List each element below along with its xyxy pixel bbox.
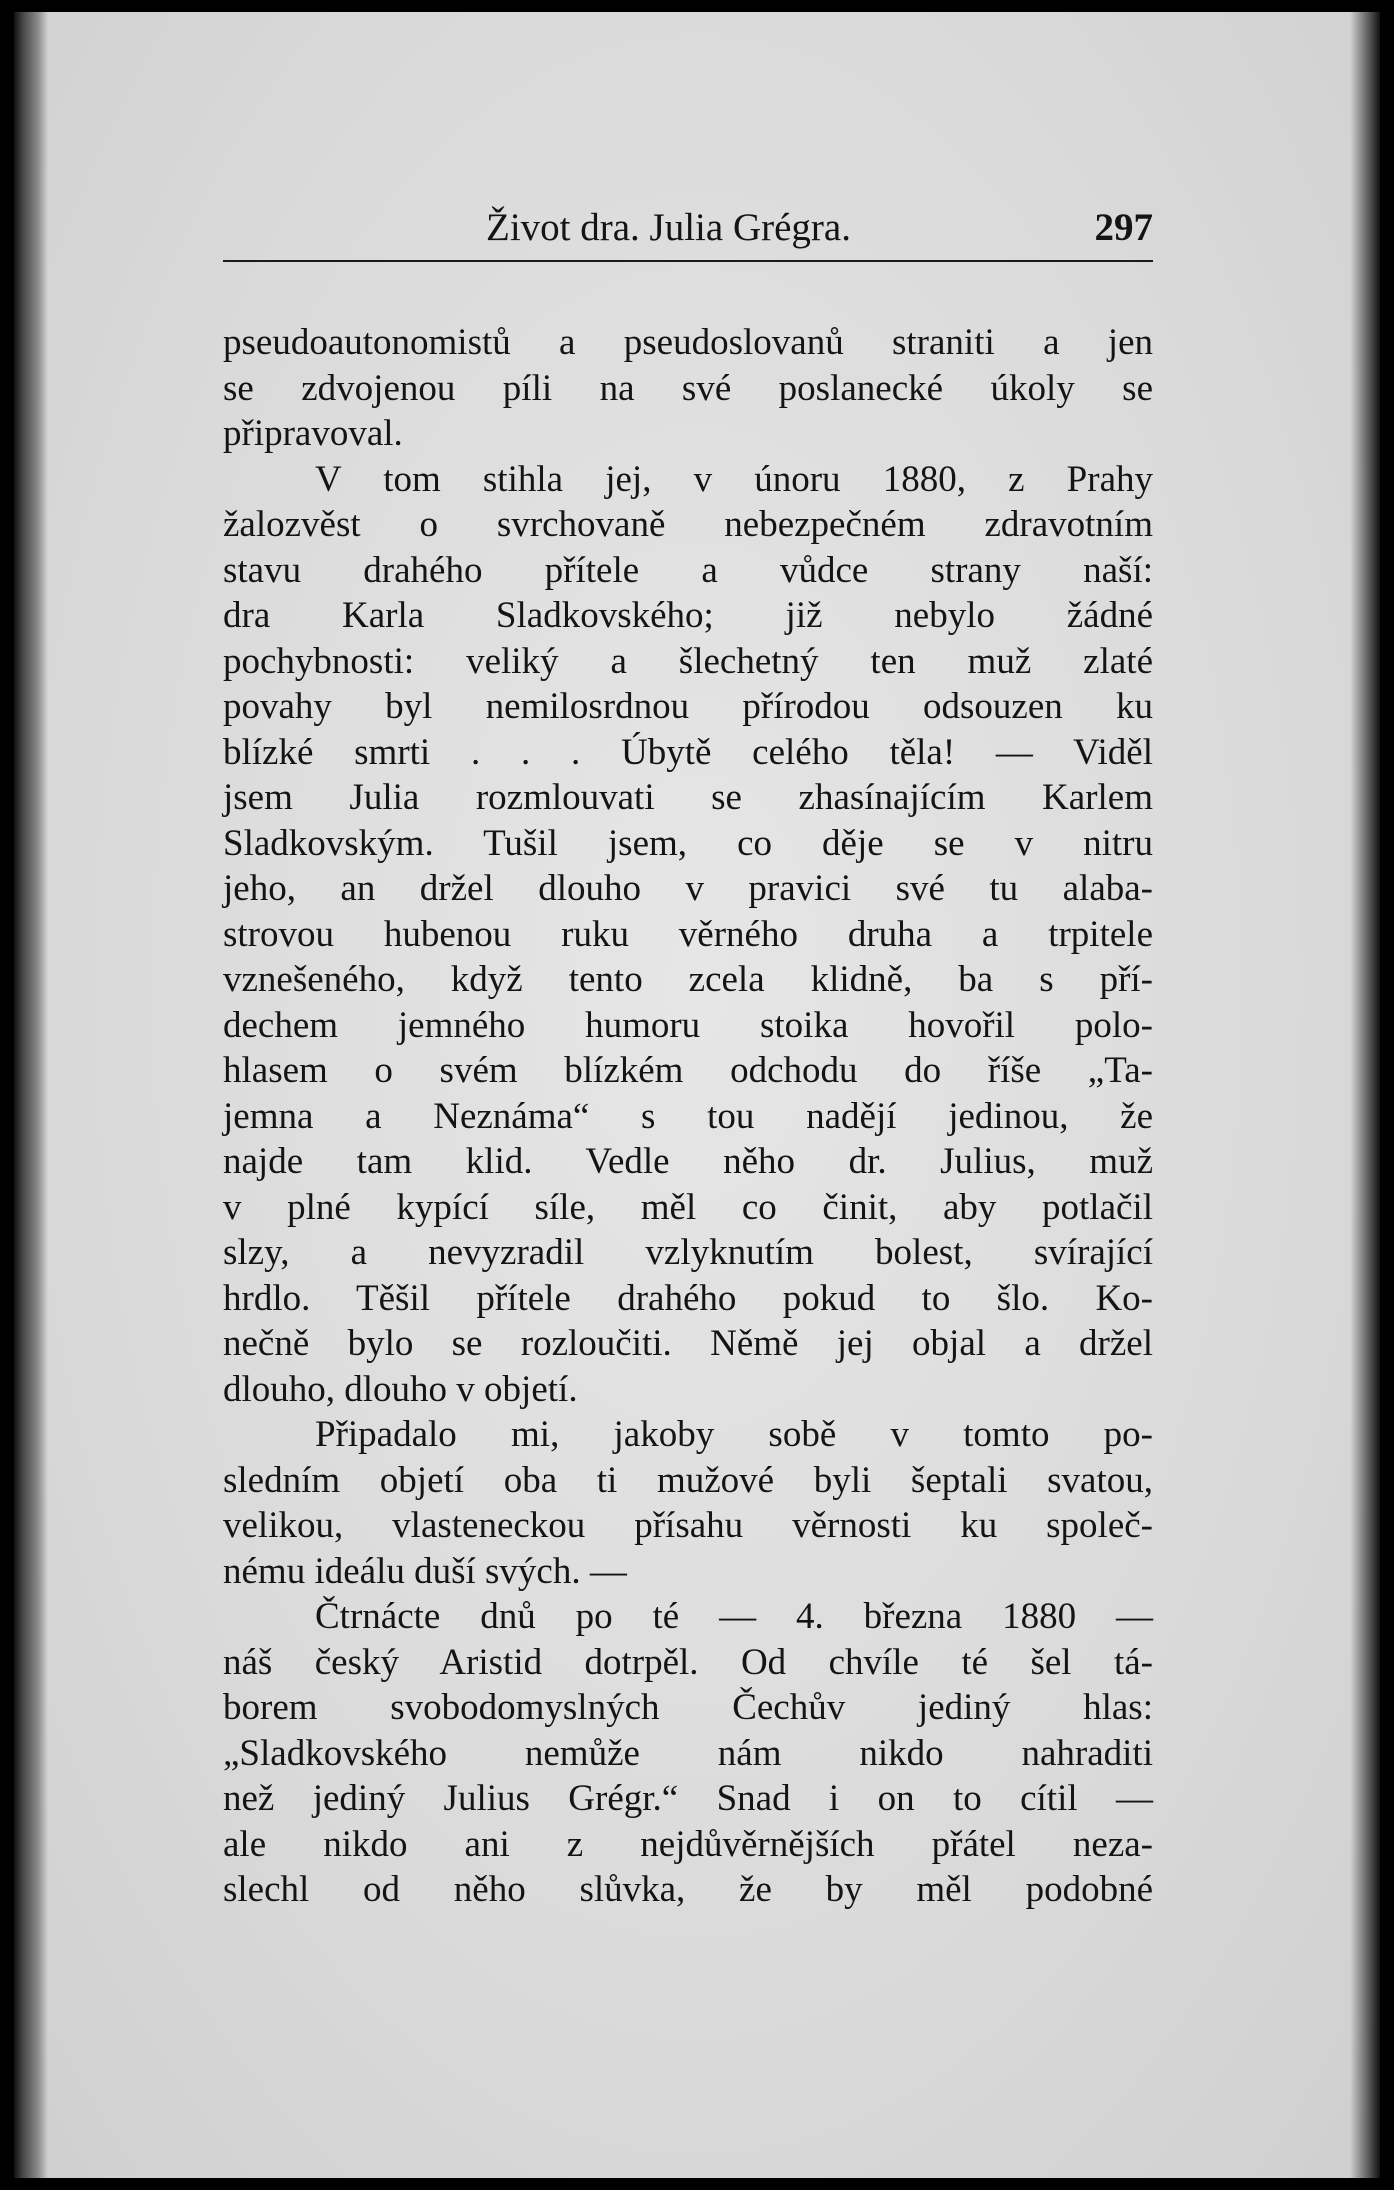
body-text <box>223 320 1153 1913</box>
text-line: sledním objetí oba ti mužové byli šeptali svatou, <box>223 1459 1153 1501</box>
text-line: než jediný Julius Grégr.“ Snad i on to cítil — <box>223 1778 1153 1819</box>
text-line: strovou hubenou ruku věrného druha a trpitele <box>223 913 1153 955</box>
text-line: vznešeného, když tento zcela klidně, ba s pří- <box>223 959 1153 1000</box>
text-line: Připadalo mi, jakoby sobě v tomto po- <box>315 1414 1153 1455</box>
text-line: se zdvojenou píli na své poslanecké úkoly se <box>223 367 1153 409</box>
page-edge-shadow-right <box>1350 12 1380 2178</box>
page-header <box>223 200 1153 262</box>
page-number: 297 <box>1094 206 1153 249</box>
text-line: dlouho, dlouho v objetí. <box>223 1368 578 1410</box>
text-line: žalozvěst o svrchovaně nebezpečném zdravotním <box>223 504 1153 545</box>
running-title: Život dra. Julia Grégra. <box>486 206 851 249</box>
text-line: „Sladkovského nemůže nám nikdo nahraditi <box>223 1732 1153 1774</box>
text-line: pochybnosti: veliký a šlechetný ten muž zlaté <box>223 640 1153 682</box>
text-line: jeho, an držel dlouho v pravici své tu alaba- <box>223 868 1153 909</box>
text-line: stavu drahého přítele a vůdce strany naší: <box>223 549 1153 591</box>
text-line: v plné kypící síle, měl co činit, aby potlačil <box>223 1186 1153 1228</box>
text-line: jemna a Neznáma“ s tou nadějí jedinou, že <box>223 1095 1153 1137</box>
page-edge-shadow-left <box>14 12 48 2178</box>
text-line: povahy byl nemilosrdnou přírodou odsouzen ku <box>223 686 1153 727</box>
text-line: dechem jemného humoru stoika hovořil polo- <box>223 1004 1153 1046</box>
text-line: V tom stihla jej, v únoru 1880, z Prahy <box>315 458 1153 500</box>
text-line: najde tam klid. Vedle něho dr. Julius, muž <box>223 1141 1153 1182</box>
text-line: slechl od něho slůvka, že by měl podobné <box>223 1869 1153 1910</box>
text-line: nému ideálu duší svých. — <box>223 1550 627 1592</box>
text-line: připravoval. <box>223 413 403 454</box>
text-line: hlasem o svém blízkém odchodu do říše „Ta- <box>223 1050 1153 1091</box>
text-line: náš český Aristid dotrpěl. Od chvíle té šel tá- <box>223 1641 1153 1683</box>
text-line: slzy, a nevyzradil vzlyknutím bolest, svírající <box>223 1232 1153 1273</box>
text-line: jsem Julia rozmlouvati se zhasínajícím Karlem <box>223 777 1153 818</box>
text-line: pseudoautonomistů a pseudoslovanů straniti a jen <box>223 322 1153 363</box>
text-line: dra Karla Sladkovského; již nebylo žádné <box>223 595 1153 636</box>
text-line: velikou, vlasteneckou přísahu věrnosti ku společ- <box>223 1505 1153 1546</box>
text-line: ale nikdo ani z nejdůvěrnějších přátel neza- <box>223 1823 1153 1865</box>
text-line: Čtrnácte dnů po té — 4. března 1880 — <box>315 1596 1153 1637</box>
text-line: Sladkovským. Tušil jsem, co děje se v nitru <box>223 822 1153 864</box>
text-line: nečně bylo se rozloučiti. Němě jej objal a držel <box>223 1323 1153 1364</box>
text-line: borem svobodomyslných Čechův jediný hlas: <box>223 1687 1153 1728</box>
text-line: blízké smrti . . . Úbytě celého těla! — Viděl <box>223 731 1153 773</box>
text-line: hrdlo. Těšil přítele drahého pokud to šlo. Ko- <box>223 1277 1153 1319</box>
